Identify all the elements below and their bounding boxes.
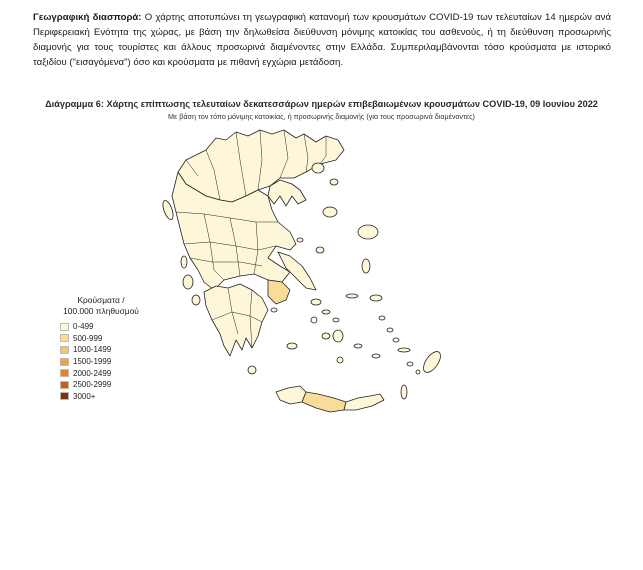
island-tinos [322,310,330,314]
island-patmos [379,316,385,320]
legend-row [58,367,144,379]
intro-text: Ο χάρτης αποτυπώνει τη γεωγραφική κατανομή των κρουσμάτων COVID-19 των τελευταίων 14 ημερών ανά Περιφερειακή Ενότητα της χώρας, με βάση την δηλωθείσα διεύθυνση μόνιμης κατοικίας του ασθενούς, ή τη διεύθυνση προσωρινής διαμονής για τους τουρίστες και άλλους προσωρινά διαμένοντες στην Ελλάδα. Συμπεριλαμβάνονται τόσο κρούσματα με ιστορικό ταξιδίου ("εισαγόμενα") όσο και κρούσματα με πιθανή εγχώρια μετάδοση. [33,12,611,68]
island-astypalea [372,354,380,358]
legend-swatch [60,358,69,366]
legend-swatch [60,392,69,400]
island-thasos [312,163,324,173]
map-subtitle: Με βάση τον τόπο μόνιμης κατοικίας, ή προσωρινής διαμονής (για τους προσωρινά διαμένοντες) [168,112,475,121]
island-kefalonia [183,275,193,289]
island-kalymnos [393,338,399,342]
legend-swatch [60,369,69,377]
legend-row [58,333,144,345]
legend-label: 1500-1999 [73,357,112,367]
island-lefkada [181,256,187,268]
legend-label: 2500-2999 [73,380,112,390]
legend-row [58,344,144,356]
legend-row [58,379,144,391]
region-attica [268,280,290,304]
legend-swatch [60,334,69,342]
legend-label: 500-999 [73,333,103,343]
legend-label: 1000-1499 [73,345,112,355]
region-crete-west [276,386,306,404]
island-tilos [416,370,420,374]
island-naxos [333,330,343,342]
island-samothraki [330,179,338,185]
island-corfu [161,199,175,221]
island-amorgos [354,344,362,348]
island-andros [311,299,321,305]
island-kythera [248,366,256,374]
legend-title-text: Κρούσματα / 100.000 πληθυσμού [63,295,139,316]
region-chalkidiki [268,180,306,206]
legend-row [58,321,144,333]
legend-swatch [60,381,69,389]
map-legend [58,295,144,402]
island-santorini [337,357,343,363]
island-rhodes [420,349,444,376]
legend-label: 2000-2499 [73,368,112,378]
intro-label: Γεωγραφική διασπορά: [33,12,142,23]
island-skyros [316,247,324,253]
island-aegina [271,308,277,312]
legend-swatch [60,346,69,354]
island-karpathos [401,385,407,399]
region-crete-central [302,392,346,412]
legend-label: 0-499 [73,322,94,332]
legend-rows [58,321,144,402]
region-crete-east [344,394,384,410]
island-lesvos [358,225,378,239]
island-leros [387,328,393,332]
island-chios [362,259,370,273]
island-samos [370,295,382,301]
island-syros [311,317,317,323]
island-skiathos [297,238,303,242]
legend-swatch [60,323,69,331]
island-nisyros [407,362,413,366]
legend-row [58,356,144,368]
legend-title [58,295,144,317]
island-paros [322,333,330,339]
island-milos [287,343,297,349]
island-zakynthos [192,295,200,305]
map-title: Διάγραμμα 6: Χάρτης επίπτωσης τελευταίων δεκατεσσάρων ημερών επιβεβαιωμένων κρουσμάτων COVID-19, 09 Ιουνίου 2022 [45,99,598,109]
legend-label: 3000+ [73,391,96,401]
island-mykonos [333,318,339,322]
legend-row [58,391,144,403]
island-kos [398,348,410,352]
island-lemnos [323,207,337,217]
island-ikaria [346,294,358,298]
